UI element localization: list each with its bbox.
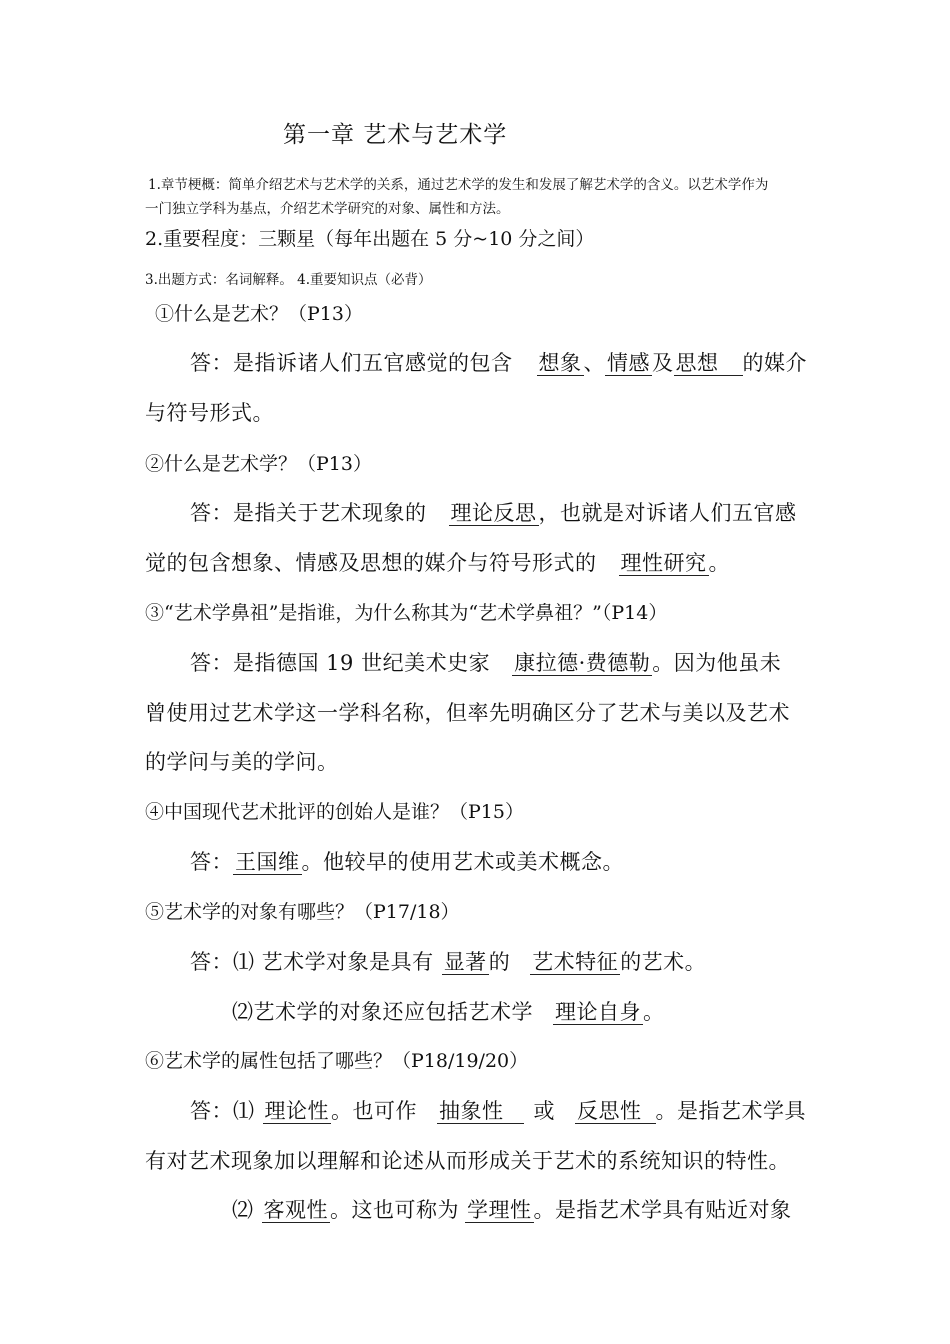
answer-text: 。 [708,551,730,575]
answer-3-line3: 的学问与美的学问。 [145,750,339,774]
answer-text: 及 [652,351,674,375]
answer-3-line2: 曾使用过艺术学这一学科名称，但率先明确区分了艺术与美以及艺术 [145,701,790,725]
intro-summary-line2: 一门独立学科为基点，介绍艺术学研究的对象、属性和方法。 [145,201,510,217]
answer-text: 答： [190,850,233,874]
answer-text: 。是指艺术学具 [655,1099,806,1123]
fill-blank: 情感 [607,351,650,375]
fill-blank: 理论自身 [555,1000,641,1024]
fill-blank: 客观性 [263,1198,328,1222]
answer-6-line2: 有对艺术现象加以理解和论述从而形成关于艺术的系统知识的特性。 [145,1149,790,1173]
answer-text: ⑵ [232,1198,254,1222]
fill-blank: 显著 [443,950,487,974]
answer-text: 答：是指关于艺术现象的 [190,501,427,525]
fill-blank: 反思性 [575,1099,656,1124]
question-3: ③“艺术学鼻祖”是指谁，为什么称其为“艺术学鼻祖？”（P14） [145,602,668,624]
question-2: ②什么是艺术学？（P13） [145,453,372,475]
answer-5-line2 [232,996,665,1026]
answer-5-line1 [190,946,706,976]
fill-blank: 抽象性 [437,1099,524,1124]
answer-text: 答：⑴ [190,1099,255,1123]
answer-text: 。 [643,1000,665,1024]
fill-blank: 理论反思 [450,501,537,525]
answer-1-line2: 与符号形式。 [145,401,274,425]
answer-text: 的 [488,950,511,974]
answer-1-line1 [190,347,807,377]
answer-text: 答：是指诉诸人们五官感觉的包含 [190,351,513,375]
fill-blank: 康拉德·费德勒 [514,651,651,675]
answer-text: 答：是指德国 19 世纪美术史家 [190,651,491,675]
fill-blank: 理性研究 [620,551,707,575]
answer-text: 、 [583,351,605,375]
answer-text: 。他较早的使用艺术或美术概念。 [301,850,624,874]
answer-text: ⑵艺术学的对象还应包括艺术学 [232,1000,533,1024]
answer-text: ，也就是对诉诸人们五官感 [538,501,797,525]
question-5: ⑤艺术学的对象有哪些？（P17/18） [145,901,460,923]
fill-blank: 想象 [538,351,582,375]
answer-text: 。这也可称为 [330,1198,459,1222]
answer-6-line1 [190,1095,806,1125]
answer-4-line1 [190,846,624,876]
answer-text: 。是指艺术学具有贴近对象 [533,1198,792,1222]
question-6: ⑥艺术学的属性包括了哪些？（P18/19/20） [145,1050,529,1072]
fill-blank: 思想 [674,351,743,376]
importance-line: 2.重要程度：三颗星（每年出题在 5 分~10 分之间） [145,228,595,250]
answer-2-line1 [190,497,797,527]
question-format-line: 3.出题方式：名词解释。 4.重要知识点（必背） [145,272,432,288]
fill-blank: 艺术特征 [532,950,619,974]
answer-text: 。也可作 [331,1099,417,1123]
answer-text: 的媒介 [742,351,807,375]
answer-2-line2 [145,547,730,577]
fill-blank: 理论性 [264,1099,329,1123]
fill-blank: 学理性 [467,1198,532,1222]
question-4: ④中国现代艺术批评的创始人是谁？（P15） [145,801,524,823]
intro-summary-line1: 1.章节梗概：简单介绍艺术与艺术学的关系，通过艺术学的发生和发展了解艺术学的含义。以艺术学作为 [148,177,769,193]
answer-text: 觉的包含想象、情感及思想的媒介与符号形式的 [145,551,597,575]
answer-text: 或 [533,1099,555,1123]
answer-text: 答：⑴ 艺术学对象是具有 [190,950,434,974]
page-title: 第一章 艺术与艺术学 [283,122,508,148]
answer-text: 的艺术。 [620,950,707,974]
answer-3-line1 [190,647,781,677]
answer-text: 。因为他虽未 [652,651,782,675]
answer-6-line3 [232,1194,792,1224]
fill-blank: 王国维 [235,850,300,874]
question-1: ①什么是艺术？（P13） [155,303,363,325]
